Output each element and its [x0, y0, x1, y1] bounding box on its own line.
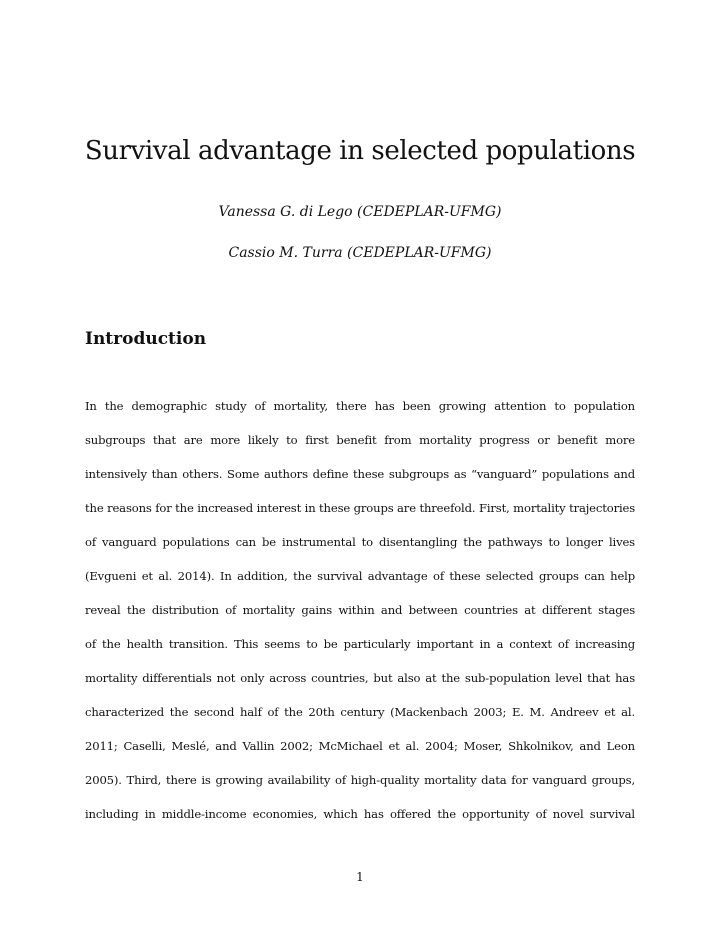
body-line: mortality differentials not only across countries, but also at the sub-population level that has	[85, 671, 635, 685]
body-line: 2011; Caselli, Meslé, and Vallin 2002; McMichael et al. 2004; Moser, Shkolnikov, and Leon	[85, 739, 635, 753]
body-line: In the demographic study of mortality, there has been growing attention to population	[85, 399, 635, 413]
body-line: (Evgueni et al. 2014). In addition, the survival advantage of these selected groups can help	[85, 569, 635, 583]
body-line: of the health transition. This seems to be particularly important in a context of increasing	[85, 637, 635, 651]
body-line: of vanguard populations can be instrumental to disentangling the pathways to longer lives	[85, 535, 635, 549]
body-line: characterized the second half of the 20th century (Mackenbach 2003; E. M. Andreev et al.	[85, 705, 635, 719]
introduction-body	[85, 389, 635, 831]
body-line: subgroups that are more likely to first benefit from mortality progress or benefit more	[85, 433, 635, 447]
author-1: Vanessa G. di Lego (CEDEPLAR-UFMG)	[218, 204, 502, 220]
body-line: reveal the distribution of mortality gains within and between countries at different stages	[85, 603, 635, 617]
body-line: 2005). Third, there is growing availability of high-quality mortality data for vanguard groups,	[85, 773, 635, 787]
page-number: 1	[356, 870, 364, 884]
section-heading-introduction: Introduction	[85, 329, 207, 349]
body-line: intensively than others. Some authors define these subgroups as “vanguard” populations and	[85, 467, 635, 481]
paper-title: Survival advantage in selected populations	[84, 136, 636, 166]
body-line: including in middle-income economies, which has offered the opportunity of novel survival	[85, 807, 635, 821]
body-line: the reasons for the increased interest in these groups are threefold. First, mortality trajectories	[85, 501, 636, 515]
author-2: Cassio M. Turra (CEDEPLAR-UFMG)	[228, 245, 492, 261]
